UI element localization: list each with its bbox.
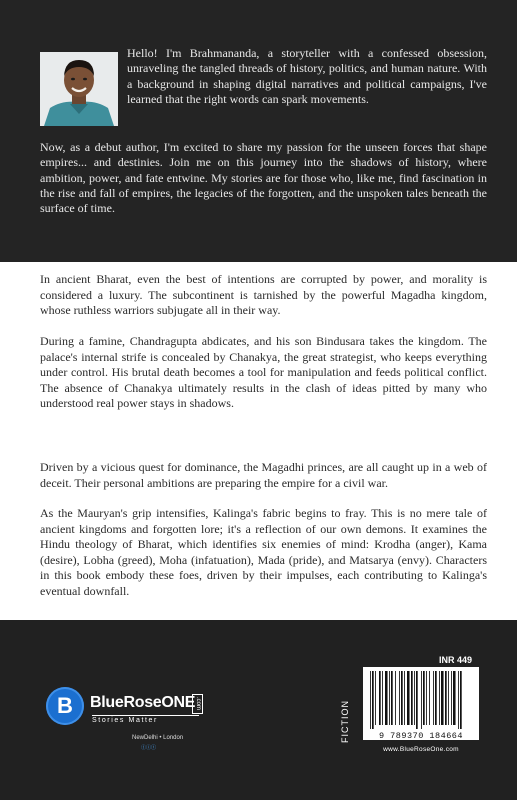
barcode-bar [453,671,456,725]
price-label: INR 449 [439,655,473,665]
barcode-bar [423,671,425,725]
barcode-bar [404,671,405,725]
barcode-bar [385,671,388,725]
barcode-bar [445,671,447,725]
barcode-bars-icon [368,671,474,729]
author-bio-paragraph-2: Now, as a debut author, I'm excited to share my passion for the unseen forces that shape empires... and destinies. Join me on this journey into the shadows of history, where ambition, power, and fate entwine. My stories are for those who, like me, find fascination in the rise and fall of empires, the legacies of the forgotten, and the unspoken tales beneath the surface of time. [40,140,487,216]
publisher-tagline: Stories Matter [92,715,199,724]
barcode-bar [451,671,452,725]
blurb-paragraph-1: In ancient Bharat, even the best of intentions are corrupted by power, and morality is considered a luxury. The subcontinent is tarnished by the powerful Magadha kingdom, whose ruthless warriors subjugate all in their way. [40,272,487,318]
author-bio-paragraph-1: Hello! I'm Brahmananda, a storyteller with a confessed obsession, unraveling the tangled threads of history, politics, and human nature. With a background in shaping digital narratives and political campaigns, I've learned that the right words can spark movements. [127,46,487,106]
barcode-bar [389,671,390,725]
barcode-bar [399,671,400,725]
barcode-bar [460,671,462,729]
blurb-paragraph-4: As the Mauryan's grip intensifies, Kalinga's fabric begins to fray. This is no mere tale of ancient kingdoms and forgotten lore; it's a reflection of our own demons. It examines the Hindu theology of Bharat, which identifies six enemies of mind: Krodha (anger), Kama (desire), Lobha (greed), Moha (infatuation), Mada (pride), and Matsarya (envy). Characters in this book embody these foes, driven by their impulses, each contributing to Kalinga's eventual downfall. [40,506,487,598]
isbn-barcode [363,667,479,740]
barcode-bar [375,671,376,725]
barcode-bar [429,671,430,725]
barcode-bar [426,671,427,725]
genre-label: FICTION [340,700,350,744]
social-media-icons: ⓕⓘⓣ [141,745,157,751]
blurb-paragraph-3: Driven by a vicious quest for dominance, the Magadhi princes, are all caught up in a web of deceit. Their personal ambitions are preparing the empire for a civil war. [40,460,487,490]
publisher-locations: NewDelhi • London [132,735,184,741]
barcode-bar [401,671,403,725]
publisher-logo-letter: B [57,693,73,718]
publisher-logo-icon [46,687,84,725]
barcode-bar [435,671,437,725]
barcode-bar [372,671,374,729]
barcode-bar [439,671,440,725]
blurb-paragraph-2: During a famine, Chandragupta abdicates, and his son Bindusara takes the kingdom. The palace's internal strife is concealed by Chanakya, the great strategist, who keeps everything under control. His brutal death becomes a tool for manipulation and feeds political conflict. The absence of Chanakya ultimately results in the clash of ideas pitted by many who understood real power stays in shadows. [40,334,487,411]
barcode-bar [458,671,459,729]
barcode-bar [407,671,410,725]
barcode-bar [379,671,381,725]
barcode-bar [411,671,413,725]
barcode-bar [421,671,422,729]
barcode-bar [414,671,415,725]
barcode-bar [382,671,383,725]
barcode-bar [441,671,444,725]
author-photo [40,52,118,126]
publisher-name-part2: ONE [161,694,196,711]
barcode-bar [391,671,393,725]
publisher-name-part1: BlueRose [90,694,162,711]
publisher-name [90,694,195,712]
barcode-bar [433,671,434,725]
about-author-section [0,0,517,262]
barcode-bar [416,671,418,729]
publisher-website: www.BlueRoseOne.com [383,746,459,753]
isbn-number: 9 789370 184664 [378,731,463,741]
barcode-bar [370,671,371,729]
publisher-domain-badge: .com [192,694,203,714]
barcode-bar [448,671,449,725]
barcode-bar [395,671,396,725]
